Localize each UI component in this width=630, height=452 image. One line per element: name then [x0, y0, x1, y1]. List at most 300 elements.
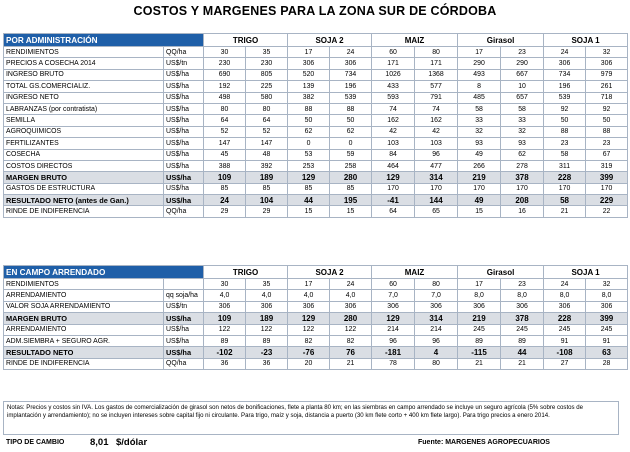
- crop-header: MAIZ: [372, 266, 458, 279]
- row-unit: QQ/ha: [164, 206, 204, 217]
- crop-header: SOJA 2: [288, 266, 372, 279]
- value-cell: 52: [204, 126, 246, 137]
- value-cell: 62: [501, 149, 544, 160]
- value-cell: 44: [288, 195, 330, 206]
- value-cell: 64: [204, 115, 246, 126]
- value-cell: 122: [288, 324, 330, 335]
- value-cell: 29: [246, 206, 288, 217]
- value-cell: 245: [544, 324, 586, 335]
- value-cell: 189: [246, 172, 288, 183]
- table-row: [4, 160, 628, 171]
- value-cell: 36: [246, 358, 288, 369]
- row-unit: US$/ha: [164, 335, 204, 346]
- value-cell: 29: [204, 206, 246, 217]
- row-label: RESULTADO NETO (antes de Gan.): [4, 195, 164, 206]
- table-row: [4, 58, 628, 69]
- value-cell: 60: [372, 279, 415, 290]
- row-unit: [164, 279, 204, 290]
- value-cell: 59: [330, 149, 372, 160]
- value-cell: 477: [415, 160, 458, 171]
- value-cell: 144: [415, 195, 458, 206]
- value-cell: 88: [544, 126, 586, 137]
- row-label: PRECIOS A COSECHA 2014: [4, 58, 164, 69]
- value-cell: 42: [415, 126, 458, 137]
- page-title: COSTOS Y MARGENES PARA LA ZONA SUR DE CÓRDOBA: [133, 4, 497, 18]
- row-label: FERTILIZANTES: [4, 138, 164, 149]
- value-cell: 258: [330, 160, 372, 171]
- row-label: COSTOS DIRECTOS: [4, 160, 164, 171]
- value-cell: 170: [372, 183, 415, 194]
- value-cell: 229: [586, 195, 628, 206]
- value-cell: 80: [415, 47, 458, 58]
- table-row: [4, 313, 628, 324]
- row-unit: US$/ha: [164, 324, 204, 335]
- table-row: [4, 206, 628, 217]
- value-cell: 189: [246, 313, 288, 324]
- value-cell: 734: [330, 69, 372, 80]
- value-cell: 36: [204, 358, 246, 369]
- value-cell: 89: [204, 335, 246, 346]
- table-row: [4, 103, 628, 114]
- value-cell: 10: [501, 81, 544, 92]
- value-cell: 17: [458, 47, 501, 58]
- value-cell: 290: [458, 58, 501, 69]
- value-cell: 65: [415, 206, 458, 217]
- value-cell: 23: [586, 138, 628, 149]
- value-cell: 718: [586, 92, 628, 103]
- value-cell: 734: [544, 69, 586, 80]
- value-cell: 162: [415, 115, 458, 126]
- value-cell: 82: [330, 335, 372, 346]
- value-cell: 17: [288, 279, 330, 290]
- row-unit: US$/tn: [164, 58, 204, 69]
- section-title: POR ADMINISTRACIÓN: [4, 34, 204, 47]
- value-cell: 593: [372, 92, 415, 103]
- value-cell: 80: [415, 279, 458, 290]
- value-cell: -23: [246, 347, 288, 358]
- value-cell: 4,0: [330, 290, 372, 301]
- value-cell: 49: [458, 195, 501, 206]
- value-cell: 64: [246, 115, 288, 126]
- value-cell: 80: [415, 358, 458, 369]
- value-cell: 170: [544, 183, 586, 194]
- value-cell: 306: [288, 301, 330, 312]
- row-label: ARRENDAMIENTO: [4, 290, 164, 301]
- table-row: [4, 324, 628, 335]
- value-cell: 62: [288, 126, 330, 137]
- value-cell: 195: [330, 195, 372, 206]
- value-cell: 139: [288, 81, 330, 92]
- value-cell: 58: [458, 103, 501, 114]
- value-cell: 21: [458, 358, 501, 369]
- value-cell: -76: [288, 347, 330, 358]
- value-cell: 245: [586, 324, 628, 335]
- value-cell: 84: [372, 149, 415, 160]
- value-cell: 280: [330, 313, 372, 324]
- value-cell: 979: [586, 69, 628, 80]
- value-cell: 306: [330, 58, 372, 69]
- value-cell: 261: [586, 81, 628, 92]
- table-row: [4, 358, 628, 369]
- value-cell: 122: [246, 324, 288, 335]
- value-cell: 24: [330, 279, 372, 290]
- value-cell: 33: [501, 115, 544, 126]
- value-cell: 50: [288, 115, 330, 126]
- value-cell: 162: [372, 115, 415, 126]
- value-cell: 378: [501, 313, 544, 324]
- value-cell: 24: [330, 47, 372, 58]
- value-cell: 147: [246, 138, 288, 149]
- row-label: RINDE DE INDIFERENCIA: [4, 206, 164, 217]
- row-unit: US$/ha: [164, 81, 204, 92]
- crop-header: SOJA 1: [544, 266, 628, 279]
- value-cell: 196: [544, 81, 586, 92]
- value-cell: 30: [204, 279, 246, 290]
- table-row: [4, 183, 628, 194]
- value-cell: 88: [288, 103, 330, 114]
- value-cell: 192: [204, 81, 246, 92]
- value-cell: 88: [330, 103, 372, 114]
- row-unit: US$/ha: [164, 69, 204, 80]
- row-unit: US$/ha: [164, 160, 204, 171]
- row-label: COSECHA: [4, 149, 164, 160]
- value-cell: 278: [501, 160, 544, 171]
- value-cell: 306: [544, 301, 586, 312]
- crop-header: SOJA 1: [544, 34, 628, 47]
- value-cell: 45: [204, 149, 246, 160]
- row-label: AGROQUIMICOS: [4, 126, 164, 137]
- value-cell: 80: [204, 103, 246, 114]
- value-cell: 245: [501, 324, 544, 335]
- value-cell: 42: [372, 126, 415, 137]
- value-cell: 23: [501, 279, 544, 290]
- value-cell: 0: [288, 138, 330, 149]
- value-cell: 22: [586, 206, 628, 217]
- row-unit: qq soja/ha: [164, 290, 204, 301]
- value-cell: 382: [288, 92, 330, 103]
- row-label: INGRESO NETO: [4, 92, 164, 103]
- value-cell: 92: [544, 103, 586, 114]
- value-cell: 129: [372, 313, 415, 324]
- value-cell: 85: [204, 183, 246, 194]
- value-cell: 17: [458, 279, 501, 290]
- value-cell: 15: [288, 206, 330, 217]
- exchange-rate-unit: $/dólar: [116, 437, 148, 448]
- value-cell: 23: [544, 138, 586, 149]
- value-cell: -115: [458, 347, 501, 358]
- value-cell: 245: [458, 324, 501, 335]
- value-cell: 27: [544, 358, 586, 369]
- value-cell: 33: [458, 115, 501, 126]
- value-cell: 104: [246, 195, 288, 206]
- rented-field-table: [3, 265, 628, 370]
- value-cell: 15: [458, 206, 501, 217]
- value-cell: 53: [288, 149, 330, 160]
- value-cell: 208: [501, 195, 544, 206]
- value-cell: 129: [288, 313, 330, 324]
- value-cell: 306: [330, 301, 372, 312]
- value-cell: 170: [586, 183, 628, 194]
- value-cell: 306: [458, 301, 501, 312]
- value-cell: 32: [458, 126, 501, 137]
- table-row: [4, 335, 628, 346]
- row-unit: QQ/ha: [164, 358, 204, 369]
- table-row: [4, 347, 628, 358]
- value-cell: 82: [288, 335, 330, 346]
- value-cell: 378: [501, 172, 544, 183]
- row-unit: US$/ha: [164, 138, 204, 149]
- table-row: [4, 47, 628, 58]
- row-unit: US$/ha: [164, 92, 204, 103]
- value-cell: 32: [586, 279, 628, 290]
- row-label: ARRENDAMIENTO: [4, 324, 164, 335]
- row-label: LABRANZAS (por contratista): [4, 103, 164, 114]
- value-cell: 50: [544, 115, 586, 126]
- value-cell: 20: [288, 358, 330, 369]
- value-cell: 214: [372, 324, 415, 335]
- row-label: MARGEN BRUTO: [4, 172, 164, 183]
- exchange-rate-label: TIPO DE CAMBIO: [6, 439, 65, 446]
- row-unit: US$/ha: [164, 149, 204, 160]
- value-cell: 32: [501, 126, 544, 137]
- value-cell: 67: [586, 149, 628, 160]
- value-cell: 230: [204, 58, 246, 69]
- value-cell: -108: [544, 347, 586, 358]
- value-cell: 306: [586, 301, 628, 312]
- value-cell: 319: [586, 160, 628, 171]
- value-cell: 485: [458, 92, 501, 103]
- value-cell: 93: [501, 138, 544, 149]
- table-row: [4, 69, 628, 80]
- value-cell: 253: [288, 160, 330, 171]
- row-unit: US$/tn: [164, 301, 204, 312]
- value-cell: 48: [246, 149, 288, 160]
- crop-header: Girasol: [458, 34, 544, 47]
- table-row: [4, 279, 628, 290]
- value-cell: 49: [458, 149, 501, 160]
- value-cell: 35: [246, 47, 288, 58]
- crop-header: Girasol: [458, 266, 544, 279]
- value-cell: 8,0: [501, 290, 544, 301]
- value-cell: 690: [204, 69, 246, 80]
- value-cell: 539: [330, 92, 372, 103]
- row-label: ADM.SIEMBRA + SEGURO AGR.: [4, 335, 164, 346]
- row-unit: US$/ha: [164, 126, 204, 137]
- value-cell: -102: [204, 347, 246, 358]
- table-row: [4, 290, 628, 301]
- value-cell: 580: [246, 92, 288, 103]
- value-cell: 24: [544, 279, 586, 290]
- value-cell: 58: [544, 195, 586, 206]
- value-cell: 62: [330, 126, 372, 137]
- value-cell: 8: [458, 81, 501, 92]
- value-cell: 388: [204, 160, 246, 171]
- value-cell: 266: [458, 160, 501, 171]
- value-cell: 93: [458, 138, 501, 149]
- value-cell: 88: [586, 126, 628, 137]
- value-cell: 171: [415, 58, 458, 69]
- value-cell: 89: [501, 335, 544, 346]
- value-cell: 464: [372, 160, 415, 171]
- value-cell: 314: [415, 313, 458, 324]
- row-label: VALOR SOJA ARRENDAMIENTO: [4, 301, 164, 312]
- value-cell: 4: [415, 347, 458, 358]
- value-cell: 74: [372, 103, 415, 114]
- value-cell: 228: [544, 172, 586, 183]
- value-cell: 0: [330, 138, 372, 149]
- value-cell: -41: [372, 195, 415, 206]
- table-row: [4, 81, 628, 92]
- value-cell: 311: [544, 160, 586, 171]
- value-cell: 539: [544, 92, 586, 103]
- table-row: [4, 301, 628, 312]
- value-cell: 171: [372, 58, 415, 69]
- row-label: RENDIMIENTOS: [4, 279, 164, 290]
- value-cell: 85: [330, 183, 372, 194]
- value-cell: 4,0: [288, 290, 330, 301]
- crop-header: TRIGO: [204, 34, 288, 47]
- value-cell: 170: [458, 183, 501, 194]
- row-label: SEMILLA: [4, 115, 164, 126]
- value-cell: 196: [330, 81, 372, 92]
- value-cell: 306: [246, 301, 288, 312]
- value-cell: 8,0: [544, 290, 586, 301]
- value-cell: 64: [372, 206, 415, 217]
- value-cell: 306: [415, 301, 458, 312]
- value-cell: 129: [288, 172, 330, 183]
- row-label: MARGEN BRUTO: [4, 313, 164, 324]
- value-cell: 228: [544, 313, 586, 324]
- value-cell: 122: [330, 324, 372, 335]
- value-cell: 89: [246, 335, 288, 346]
- value-cell: 89: [458, 335, 501, 346]
- crop-header: MAIZ: [372, 34, 458, 47]
- value-cell: 306: [544, 58, 586, 69]
- value-cell: 8,0: [586, 290, 628, 301]
- value-cell: 1026: [372, 69, 415, 80]
- row-unit: US$/ha: [164, 313, 204, 324]
- value-cell: 91: [544, 335, 586, 346]
- value-cell: 24: [544, 47, 586, 58]
- value-cell: 16: [501, 206, 544, 217]
- table-row: [4, 172, 628, 183]
- section-header-row: [4, 266, 628, 279]
- table-row: [4, 115, 628, 126]
- value-cell: 306: [288, 58, 330, 69]
- notes-text: Notas: Precios y costos sin IVA. Los gastos de comercialización de girasol son netos de bonificaciones, flete a planta 80 km; en las siembras en campo arrendado se incluye un seguro agrícola (5% sobre costos de implantación y arrendamiento); no se incluyen intereses sobre capital fijo ni circulante. Para trigo, maíz y soja, distancia a puerto (30 km flete corto + 400 km flete largo). Para trigo precios a enero 2014.: [3, 401, 619, 435]
- value-cell: 96: [415, 335, 458, 346]
- value-cell: 103: [415, 138, 458, 149]
- value-cell: 219: [458, 313, 501, 324]
- row-label: RENDIMIENTOS: [4, 47, 164, 58]
- section-header-row: [4, 34, 628, 47]
- value-cell: 280: [330, 172, 372, 183]
- value-cell: 85: [246, 183, 288, 194]
- source-text: Fuente: MARGENES AGROPECUARIOS: [418, 439, 550, 446]
- value-cell: 17: [288, 47, 330, 58]
- value-cell: 15: [330, 206, 372, 217]
- value-cell: 433: [372, 81, 415, 92]
- value-cell: 92: [586, 103, 628, 114]
- value-cell: 21: [501, 358, 544, 369]
- value-cell: 219: [458, 172, 501, 183]
- table-row: [4, 149, 628, 160]
- table-row: [4, 195, 628, 206]
- table-row: [4, 138, 628, 149]
- row-label: GASTOS DE ESTRUCTURA: [4, 183, 164, 194]
- row-unit: US$/ha: [164, 347, 204, 358]
- value-cell: 23: [501, 47, 544, 58]
- value-cell: 50: [330, 115, 372, 126]
- value-cell: 290: [501, 58, 544, 69]
- value-cell: 63: [586, 347, 628, 358]
- value-cell: 306: [204, 301, 246, 312]
- value-cell: 306: [372, 301, 415, 312]
- value-cell: 129: [372, 172, 415, 183]
- value-cell: 1368: [415, 69, 458, 80]
- value-cell: 306: [501, 301, 544, 312]
- value-cell: 58: [544, 149, 586, 160]
- value-cell: 28: [586, 358, 628, 369]
- row-label: TOTAL GS.COMERCIALIZ.: [4, 81, 164, 92]
- value-cell: 80: [246, 103, 288, 114]
- value-cell: 30: [204, 47, 246, 58]
- value-cell: 32: [586, 47, 628, 58]
- value-cell: 520: [288, 69, 330, 80]
- value-cell: 8,0: [458, 290, 501, 301]
- row-unit: US$/ha: [164, 103, 204, 114]
- row-label: RESULTADO NETO: [4, 347, 164, 358]
- value-cell: 50: [586, 115, 628, 126]
- crop-header: SOJA 2: [288, 34, 372, 47]
- value-cell: 96: [372, 335, 415, 346]
- value-cell: 76: [330, 347, 372, 358]
- value-cell: 577: [415, 81, 458, 92]
- value-cell: 399: [586, 172, 628, 183]
- value-cell: 498: [204, 92, 246, 103]
- value-cell: 306: [586, 58, 628, 69]
- row-unit: US$/ha: [164, 115, 204, 126]
- value-cell: 7,0: [372, 290, 415, 301]
- value-cell: -181: [372, 347, 415, 358]
- value-cell: 392: [246, 160, 288, 171]
- value-cell: 35: [246, 279, 288, 290]
- value-cell: 109: [204, 313, 246, 324]
- value-cell: 225: [246, 81, 288, 92]
- value-cell: 78: [372, 358, 415, 369]
- value-cell: 214: [415, 324, 458, 335]
- admin-margins-table: [3, 33, 628, 218]
- footer: [3, 438, 627, 450]
- value-cell: 805: [246, 69, 288, 80]
- crop-header: TRIGO: [204, 266, 288, 279]
- value-cell: 4,0: [246, 290, 288, 301]
- value-cell: 109: [204, 172, 246, 183]
- value-cell: 103: [372, 138, 415, 149]
- row-label: RINDE DE INDIFERENCIA: [4, 358, 164, 369]
- value-cell: 58: [501, 103, 544, 114]
- value-cell: 7,0: [415, 290, 458, 301]
- value-cell: 147: [204, 138, 246, 149]
- row-unit: US$/ha: [164, 195, 204, 206]
- value-cell: 44: [501, 347, 544, 358]
- value-cell: 791: [415, 92, 458, 103]
- value-cell: 493: [458, 69, 501, 80]
- value-cell: 91: [586, 335, 628, 346]
- value-cell: 85: [288, 183, 330, 194]
- value-cell: 74: [415, 103, 458, 114]
- row-unit: US$/ha: [164, 183, 204, 194]
